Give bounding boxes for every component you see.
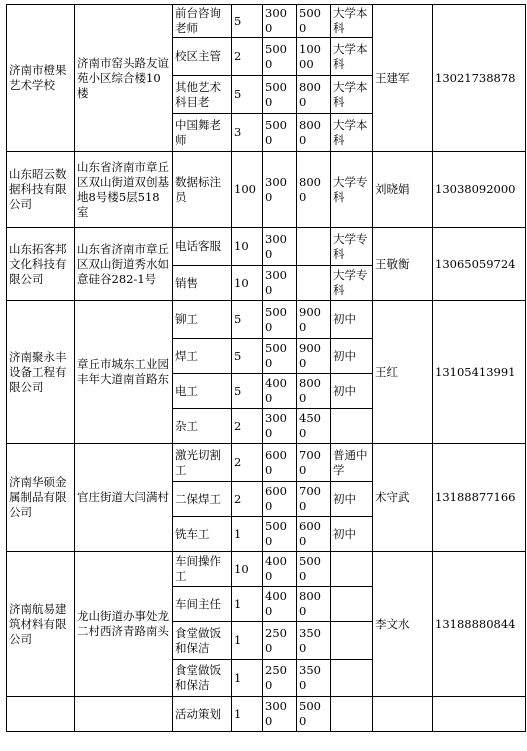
position-cell: 铣车工 [173, 517, 232, 552]
education-cell: 大学本科 [331, 5, 373, 38]
position-cell: 食堂做饭和保洁 [173, 622, 232, 660]
education-cell [331, 552, 373, 587]
company-address-cell [75, 697, 173, 732]
salary-min-cell: 3000 [263, 266, 297, 301]
job-listings-table [6, 4, 526, 732]
company-name-cell: 济南市橙果艺术学校 [7, 5, 75, 152]
salary-min-cell: 2500 [263, 660, 297, 697]
education-cell [331, 587, 373, 622]
education-cell: 初中 [331, 482, 373, 517]
salary-min-cell: 5000 [263, 517, 297, 552]
position-cell: 二保焊工 [173, 482, 232, 517]
salary-max-cell: 3500 [297, 660, 331, 697]
headcount-cell: 3 [232, 114, 263, 152]
salary-max-cell: 9000 [297, 301, 331, 339]
position-cell: 车间操作工 [173, 552, 232, 587]
position-cell: 中国舞老师 [173, 114, 232, 152]
headcount-cell: 1 [232, 587, 263, 622]
salary-min-cell: 2500 [263, 622, 297, 660]
salary-min-cell: 3000 [263, 697, 297, 732]
contact-person-cell: 李文水 [373, 552, 433, 697]
company-name-cell: 山东昭云数据科技有限公司 [7, 152, 75, 228]
headcount-cell: 1 [232, 517, 263, 552]
salary-max-cell: 8000 [297, 587, 331, 622]
salary-max-cell: 8000 [297, 114, 331, 152]
position-cell: 活动策划 [173, 697, 232, 732]
headcount-cell: 5 [232, 339, 263, 374]
salary-min-cell: 5000 [263, 38, 297, 76]
headcount-cell: 10 [232, 228, 263, 266]
salary-max-cell: 10000 [297, 38, 331, 76]
contact-person-cell: 王建军 [373, 5, 433, 152]
salary-max-cell: 3500 [297, 622, 331, 660]
education-cell: 大学本科 [331, 114, 373, 152]
education-cell: 大学专科 [331, 266, 373, 301]
salary-max-cell: 7000 [297, 482, 331, 517]
position-cell: 焊工 [173, 339, 232, 374]
company-name-cell: 山东拓客邦文化科技有限公司 [7, 228, 75, 301]
education-cell [331, 622, 373, 660]
position-cell: 铆工 [173, 301, 232, 339]
salary-max-cell: 8000 [297, 374, 331, 409]
position-cell: 杂工 [173, 409, 232, 444]
table-row [7, 228, 526, 266]
headcount-cell: 10 [232, 552, 263, 587]
salary-min-cell: 4000 [263, 374, 297, 409]
salary-max-cell: 9000 [297, 339, 331, 374]
phone-cell: 13105413991 [433, 301, 526, 444]
salary-min-cell: 3000 [263, 409, 297, 444]
position-cell: 电工 [173, 374, 232, 409]
contact-person-cell: 刘晓娟 [373, 152, 433, 228]
headcount-cell: 5 [232, 301, 263, 339]
salary-max-cell: 8000 [297, 152, 331, 228]
salary-max-cell [297, 266, 331, 301]
headcount-cell: 100 [232, 152, 263, 228]
headcount-cell: 10 [232, 266, 263, 301]
education-cell: 初中 [331, 517, 373, 552]
salary-max-cell: 8000 [297, 76, 331, 114]
salary-max-cell: 5000 [297, 5, 331, 38]
position-cell: 激光切割工 [173, 444, 232, 482]
salary-max-cell: 5000 [297, 552, 331, 587]
headcount-cell: 2 [232, 38, 263, 76]
salary-min-cell: 3000 [263, 228, 297, 266]
position-cell: 其他艺术科目老 [173, 76, 232, 114]
salary-max-cell: 5000 [297, 697, 331, 732]
education-cell: 普通中学 [331, 444, 373, 482]
headcount-cell: 5 [232, 374, 263, 409]
company-address-cell: 山东省济南市章丘区双山街道双创基地8号楼5层518室 [75, 152, 173, 228]
table-row [7, 444, 526, 482]
table-row [7, 5, 526, 38]
company-name-cell: 济南华硕金属制品有限公司 [7, 444, 75, 552]
position-cell: 食堂做饭和保洁 [173, 660, 232, 697]
headcount-cell: 2 [232, 409, 263, 444]
contact-person-cell: 王敬衡 [373, 228, 433, 301]
table-body [7, 5, 526, 732]
headcount-cell: 5 [232, 5, 263, 38]
headcount-cell: 5 [232, 76, 263, 114]
salary-max-cell: 7000 [297, 444, 331, 482]
phone-cell: 13188880844 [433, 552, 526, 697]
salary-min-cell: 5000 [263, 114, 297, 152]
company-address-cell: 章丘市城东工业园丰年大道南首路东 [75, 301, 173, 444]
salary-min-cell: 5000 [263, 301, 297, 339]
education-cell: 初中 [331, 339, 373, 374]
salary-min-cell: 3000 [263, 152, 297, 228]
table-row [7, 697, 526, 732]
position-cell: 数据标注员 [173, 152, 232, 228]
contact-person-cell [373, 697, 433, 732]
position-cell: 车间主任 [173, 587, 232, 622]
salary-max-cell: 4500 [297, 409, 331, 444]
salary-min-cell: 4000 [263, 552, 297, 587]
education-cell: 大学专科 [331, 228, 373, 266]
salary-min-cell: 3000 [263, 5, 297, 38]
table-row [7, 152, 526, 228]
company-name-cell [7, 697, 75, 732]
education-cell: 初中 [331, 374, 373, 409]
company-address-cell: 山东省济南市章丘区双山街道秀水如意硅谷282-1号 [75, 228, 173, 301]
salary-max-cell: 6000 [297, 517, 331, 552]
education-cell [331, 409, 373, 444]
education-cell: 大学专科 [331, 152, 373, 228]
salary-min-cell: 6000 [263, 482, 297, 517]
position-cell: 电话客服 [173, 228, 232, 266]
salary-min-cell: 4000 [263, 587, 297, 622]
position-cell: 前台咨询老师 [173, 5, 232, 38]
education-cell: 大学本科 [331, 76, 373, 114]
company-address-cell: 济南市窑头路友谊苑小区综合楼10楼 [75, 5, 173, 152]
salary-max-cell [297, 228, 331, 266]
company-address-cell: 官庄街道大闫满村 [75, 444, 173, 552]
education-cell: 大学本科 [331, 38, 373, 76]
contact-person-cell: 王红 [373, 301, 433, 444]
company-name-cell: 济南航易建筑材料有限公司 [7, 552, 75, 697]
position-cell: 销售 [173, 266, 232, 301]
headcount-cell: 1 [232, 697, 263, 732]
company-name-cell: 济南聚永丰设备工程有限公司 [7, 301, 75, 444]
headcount-cell: 2 [232, 444, 263, 482]
phone-cell [433, 697, 526, 732]
table-row [7, 552, 526, 587]
contact-person-cell: 术守武 [373, 444, 433, 552]
education-cell [331, 697, 373, 732]
salary-min-cell: 6000 [263, 444, 297, 482]
headcount-cell: 1 [232, 660, 263, 697]
salary-min-cell: 5000 [263, 339, 297, 374]
phone-cell: 13021738878 [433, 5, 526, 152]
position-cell: 校区主管 [173, 38, 232, 76]
table-row [7, 301, 526, 339]
phone-cell: 13038092000 [433, 152, 526, 228]
education-cell [331, 660, 373, 697]
phone-cell: 13188877166 [433, 444, 526, 552]
phone-cell: 13065059724 [433, 228, 526, 301]
education-cell: 初中 [331, 301, 373, 339]
salary-min-cell: 5000 [263, 76, 297, 114]
headcount-cell: 1 [232, 622, 263, 660]
headcount-cell: 2 [232, 482, 263, 517]
company-address-cell: 龙山街道办事处龙二村西济青路南头 [75, 552, 173, 697]
